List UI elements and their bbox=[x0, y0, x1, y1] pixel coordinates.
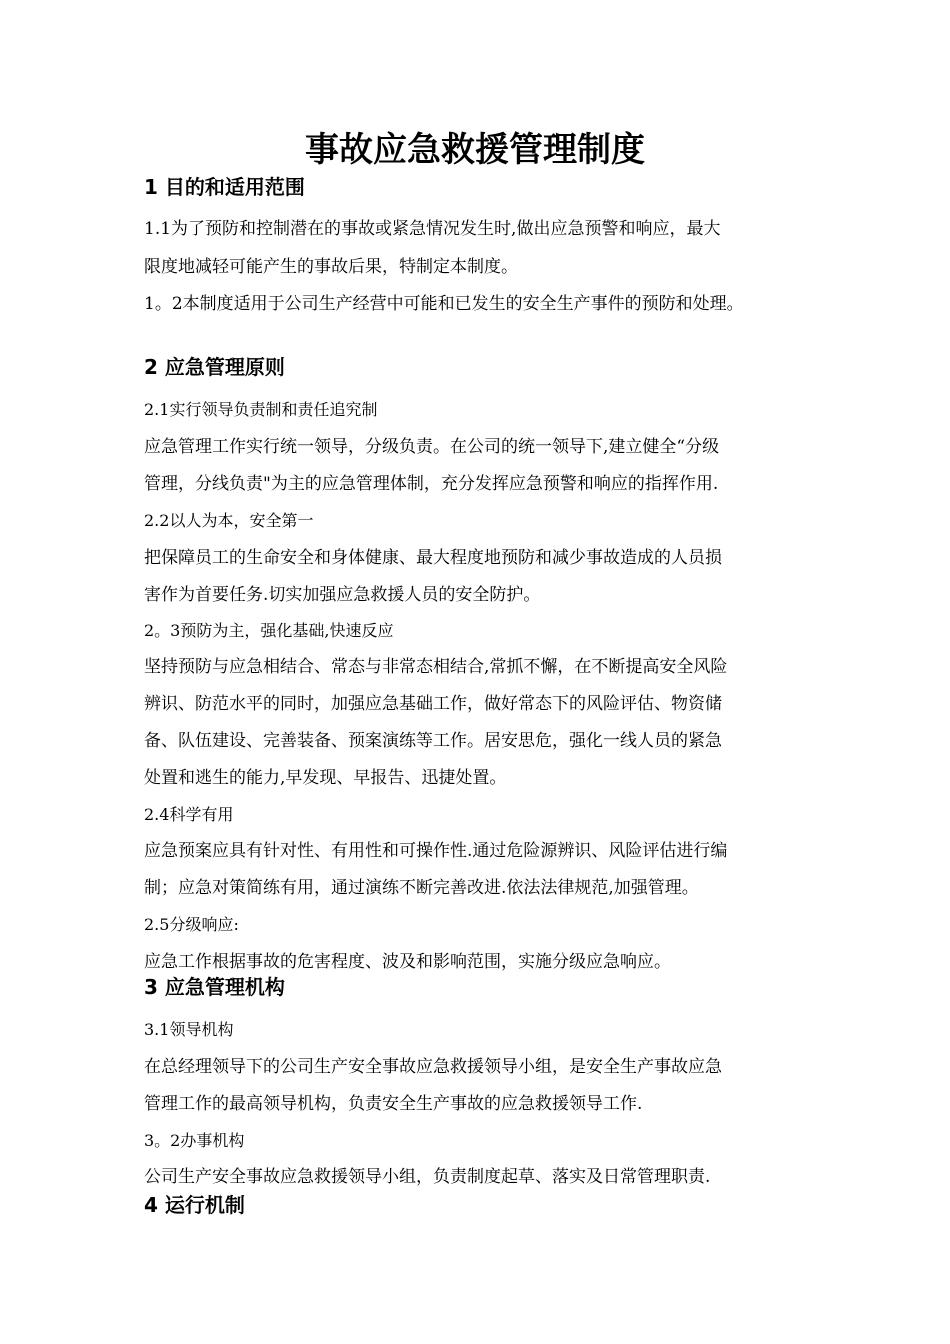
paragraph-line: 管理工作的最高领导机构，负责安全生产事故的应急救援领导工作. bbox=[144, 1094, 643, 1114]
subsection-heading: 3。2办事机构 bbox=[144, 1131, 245, 1150]
subsection-heading: 2。3预防为主，强化基础,快速反应 bbox=[144, 621, 394, 640]
paragraph-line: 限度地减轻可能产生的事故后果，特制定本制度。 bbox=[144, 257, 518, 277]
paragraph-line: 公司生产安全事故应急救援领导小组，负责制度起草、落实及日常管理职责. bbox=[144, 1167, 711, 1187]
document-title: 事故应急救援管理制度 bbox=[305, 130, 645, 170]
subsection-heading: 3.1领导机构 bbox=[144, 1020, 234, 1039]
subsection-heading: 2.5分级响应: bbox=[144, 915, 239, 934]
paragraph-line: 1.1为了预防和控制潜在的事故或紧急情况发生时,做出应急预警和响应，最大 bbox=[144, 219, 721, 239]
paragraph-line: 在总经理领导下的公司生产安全事故应急救援领导小组，是安全生产事故应急 bbox=[144, 1057, 722, 1077]
section-heading-2: 2 应急管理原则 bbox=[144, 355, 285, 379]
paragraph-line: 应急预案应具有针对性、有用性和可操作性.通过危险源辨识、风险评估进行编 bbox=[144, 841, 728, 861]
section-heading-4: 4 运行机制 bbox=[144, 1193, 245, 1217]
paragraph-line: 处置和逃生的能力,早发现、早报告、迅捷处置。 bbox=[144, 768, 507, 788]
paragraph-line: 应急工作根据事故的危害程度、波及和影响范围，实施分级应急响应。 bbox=[144, 952, 671, 972]
paragraph-line: 备、队伍建设、完善装备、预案演练等工作。居安思危，强化一线人员的紧急 bbox=[144, 731, 722, 751]
paragraph-line: 制；应急对策简练有用，通过演练不断完善改进.依法法律规范,加强管理。 bbox=[144, 878, 699, 898]
paragraph-line: 管理，分线负责"为主的应急管理体制，充分发挥应急预警和响应的指挥作用. bbox=[144, 474, 719, 494]
subsection-heading: 2.1实行领导负责制和责任追究制 bbox=[144, 400, 378, 419]
section-heading-3: 3 应急管理机构 bbox=[144, 975, 285, 999]
paragraph-line: 1。2本制度适用于公司生产经营中可能和已发生的安全生产事件的预防和处理。 bbox=[144, 294, 744, 314]
paragraph-line: 把保障员工的生命安全和身体健康、最大程度地预防和减少事故造成的人员损 bbox=[144, 548, 722, 568]
paragraph-line: 应急管理工作实行统一领导，分级负责。在公司的统一领导下,建立健全“分级 bbox=[144, 437, 720, 457]
paragraph-line: 坚持预防与应急相结合、常态与非常态相结合,常抓不懈，在不断提高安全风险 bbox=[144, 657, 728, 677]
paragraph-line: 害作为首要任务.切实加强应急救援人员的安全防护。 bbox=[144, 585, 541, 605]
subsection-heading: 2.2以人为本，安全第一 bbox=[144, 511, 314, 530]
paragraph-line: 辨识、防范水平的同时，加强应急基础工作，做好常态下的风险评估、物资储 bbox=[144, 694, 722, 714]
section-heading-1: 1 目的和适用范围 bbox=[144, 175, 305, 199]
subsection-heading: 2.4科学有用 bbox=[144, 805, 234, 824]
